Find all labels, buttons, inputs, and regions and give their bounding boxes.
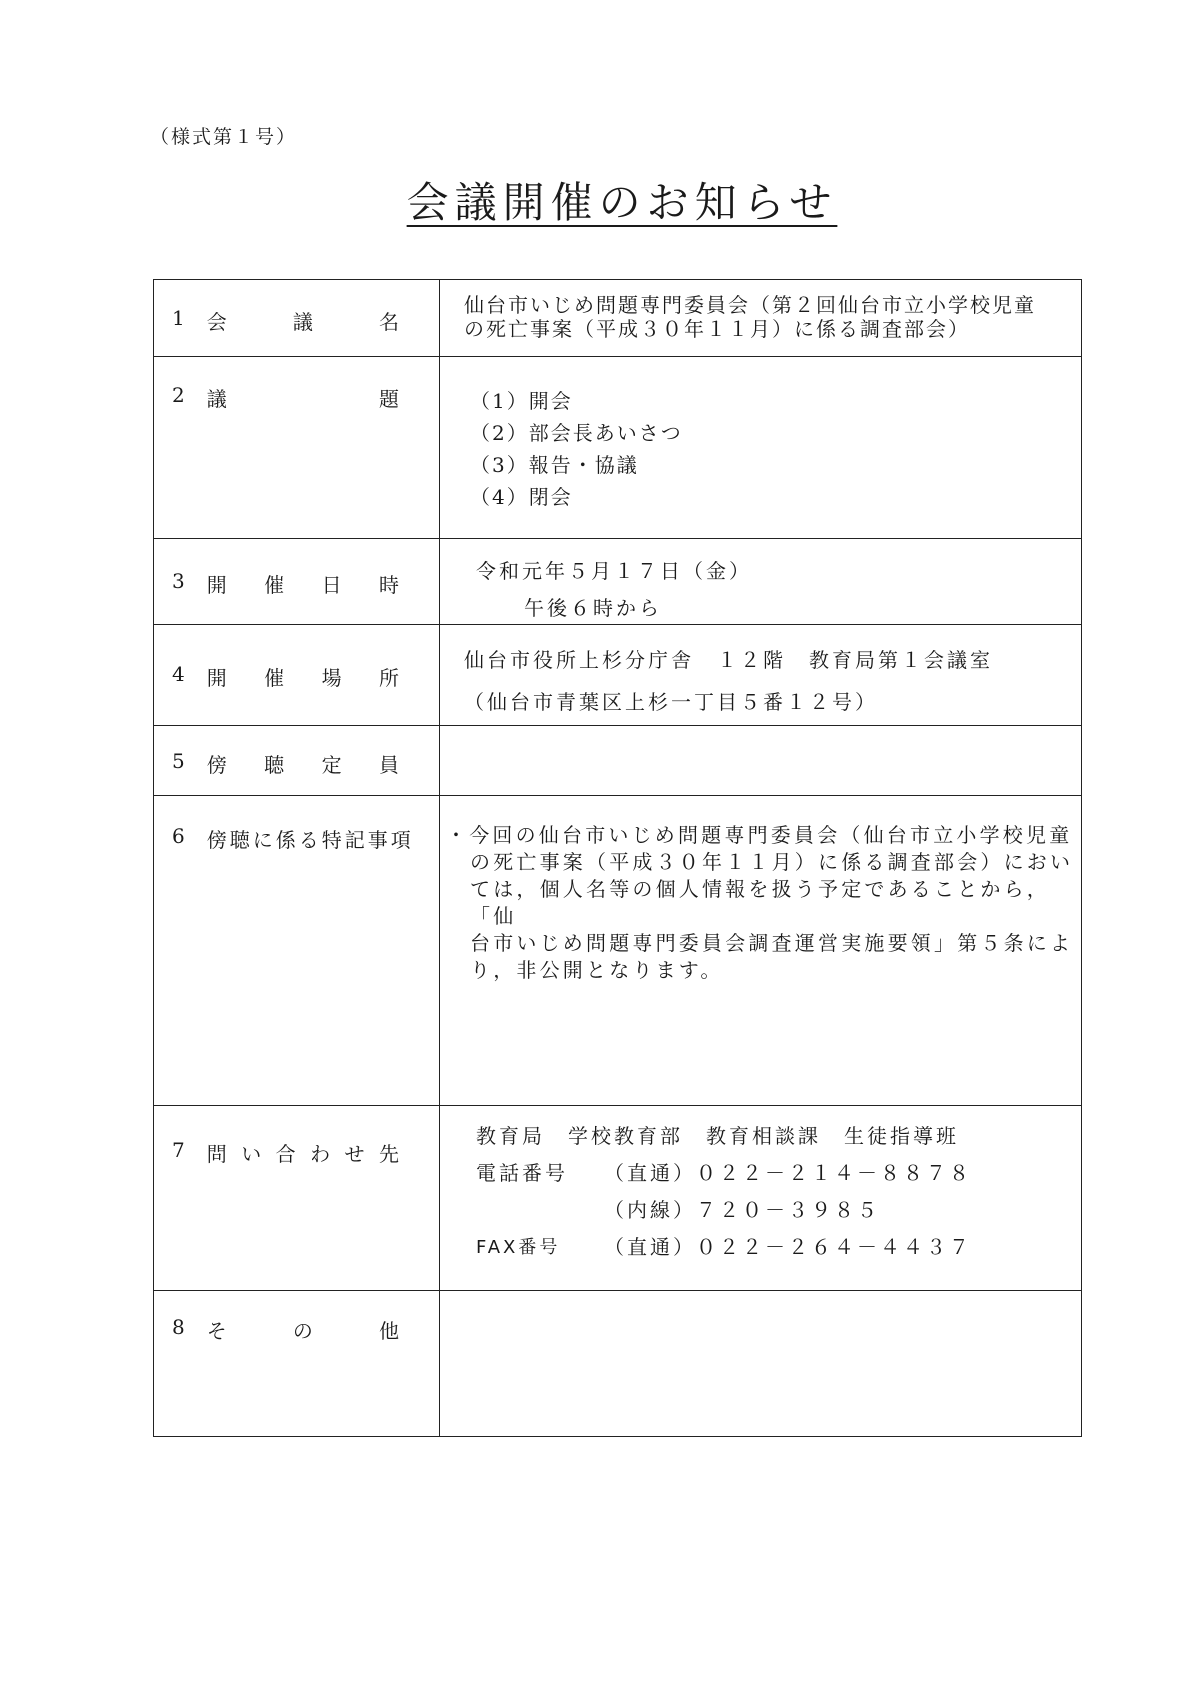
row-contact <box>154 1106 1082 1291</box>
special-notes <box>446 822 1081 984</box>
label-char: 合 <box>275 1142 296 1166</box>
label-cell <box>154 625 440 726</box>
label-char: 定 <box>321 753 342 777</box>
row-label <box>172 1315 399 1344</box>
row-agenda <box>154 357 1082 539</box>
value-cell <box>440 1291 1082 1437</box>
notes-line: の死亡事案（平成３０年１１月）に係る調査部会）におい <box>470 850 1074 874</box>
notes-line: ・今回の仙台市いじめ問題専門委員会（仙台市立小学校児童 <box>446 823 1073 847</box>
contact-extension <box>476 1192 972 1229</box>
label-char: そ <box>206 1319 227 1343</box>
row-capacity <box>154 726 1082 796</box>
meeting-name-line: 仙台市いじめ問題専門委員会（第２回仙台市立小学校児童 <box>464 293 1036 317</box>
tel-extension: （内線）７２０－３９８５ <box>604 1198 880 1222</box>
title-text: 会議開催のお知らせ <box>406 178 838 227</box>
row-other <box>154 1291 1082 1437</box>
label-char: 議 <box>206 387 227 411</box>
row-number: 1 <box>172 306 185 330</box>
label-cell <box>154 280 440 357</box>
label-char: 傍 <box>206 753 227 777</box>
notes-line: り，非公開となります。 <box>470 958 724 982</box>
value-cell <box>440 796 1082 1106</box>
label-char: 日 <box>321 573 342 597</box>
label-char: 開 <box>206 573 227 597</box>
label-cell <box>154 726 440 796</box>
label-char: 問 <box>206 1142 227 1166</box>
label-char: 聴 <box>264 753 285 777</box>
label-char: の <box>292 1319 313 1343</box>
notes-line: 台市いじめ問題専門委員会調査運営実施要領」第５条によ <box>470 931 1074 955</box>
label-char: 他 <box>378 1319 399 1343</box>
agenda-item: （3）報告・協議 <box>470 453 639 477</box>
label-char: 員 <box>379 753 399 777</box>
row-number: 3 <box>172 569 185 593</box>
row-datetime <box>154 539 1082 625</box>
meeting-name <box>464 293 1036 341</box>
row-venue <box>154 625 1082 726</box>
row-label <box>172 1138 399 1167</box>
row-number: 5 <box>172 749 185 773</box>
agenda-item: （1）開会 <box>470 389 573 413</box>
label-cell <box>154 796 440 1106</box>
value-cell <box>440 539 1082 625</box>
value-cell <box>440 357 1082 539</box>
row-number: 8 <box>172 1315 185 1339</box>
row-label <box>172 569 399 598</box>
label-char: 開 <box>206 666 227 690</box>
contact-dept <box>476 1118 972 1155</box>
row-number: 2 <box>172 383 185 407</box>
row-meeting-name <box>154 280 1082 357</box>
agenda-item: （4）閉会 <box>470 485 573 509</box>
agenda-item: （2）部会長あいさつ <box>470 421 683 445</box>
label-char: 議 <box>292 310 313 334</box>
row-number: 7 <box>172 1138 185 1162</box>
label-char: い <box>241 1142 262 1166</box>
notice-table <box>153 279 1082 1437</box>
fax-label: FAX番号 <box>476 1237 561 1258</box>
notes-line: ては，個人名等の個人情報を扱う予定であることから，「仙 <box>470 877 1050 928</box>
label-char: 名 <box>378 310 399 334</box>
label-char: 所 <box>379 666 399 690</box>
label-text: 傍聴に係る特記事項 <box>206 828 414 852</box>
label-cell <box>154 1291 440 1437</box>
label-char: わ <box>310 1142 331 1166</box>
row-label <box>172 306 399 335</box>
venue-place: 仙台市役所上杉分庁舎 １２階 教育局第１会議室 <box>464 648 993 672</box>
value-cell <box>440 280 1082 357</box>
fax-direct: （直通）０２２－２６４－４４３７ <box>604 1235 972 1259</box>
label-cell <box>154 357 440 539</box>
value-cell <box>440 726 1082 796</box>
label-char: 会 <box>206 310 227 334</box>
value-cell <box>440 1106 1082 1291</box>
label-char: 催 <box>264 666 285 690</box>
contact-department: 教育局 学校教育部 教育相談課 生徒指導班 <box>476 1124 959 1148</box>
meeting-name-line: の死亡事案（平成３０年１１月）に係る調査部会） <box>464 317 970 341</box>
contact-tel <box>476 1155 972 1192</box>
venue <box>464 639 993 723</box>
contact-info <box>476 1118 972 1266</box>
tel-direct: （直通）０２２－２１４－８８７８ <box>604 1161 972 1185</box>
venue-address: （仙台市青葉区上杉一丁目５番１２号） <box>464 690 878 714</box>
form-number: （様式第１号） <box>150 126 298 148</box>
label-char: 時 <box>379 573 399 597</box>
label-char: 催 <box>264 573 285 597</box>
meeting-date: 令和元年５月１７日（金） <box>476 559 752 583</box>
value-cell <box>440 625 1082 726</box>
tel-label: 電話番号 <box>476 1161 568 1185</box>
label-char: せ <box>344 1142 365 1166</box>
row-number: 4 <box>172 662 185 686</box>
agenda-list <box>470 385 683 513</box>
meeting-datetime <box>476 553 752 627</box>
row-label <box>172 383 399 412</box>
row-label <box>172 749 399 778</box>
label-char: 先 <box>379 1142 399 1166</box>
row-special-notes <box>154 796 1082 1106</box>
label-cell <box>154 539 440 625</box>
row-label <box>172 662 399 691</box>
label-cell <box>154 1106 440 1291</box>
row-label <box>172 824 425 853</box>
row-number: 6 <box>172 824 185 848</box>
label-char: 題 <box>379 387 399 411</box>
label-char: 場 <box>321 666 342 690</box>
page-title <box>0 170 1190 230</box>
meeting-time: 午後６時から <box>524 596 662 620</box>
contact-fax <box>476 1229 972 1266</box>
